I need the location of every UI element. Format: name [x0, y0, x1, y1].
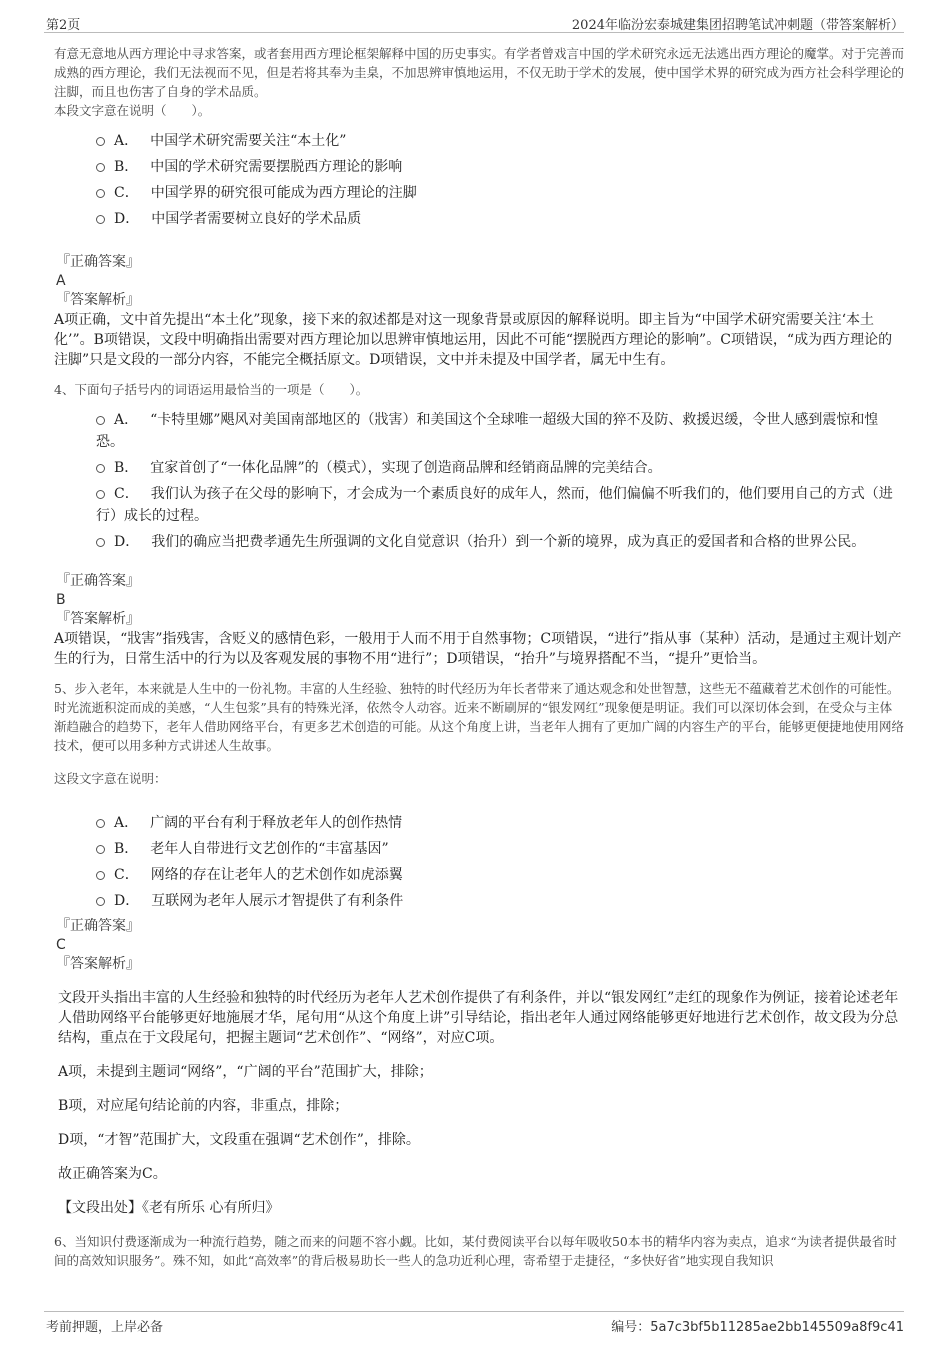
- code-label: 编号：: [611, 1320, 651, 1335]
- q4-analysis: A项错误，“戕害”指残害，含贬义的感情色彩，一般用于人而不用于自然事物；C项错误，“进行”指从事（某种）活动，是通过主观计划产生的行为，日常生活中的行为以及客观发展的事物不用“进行”；D项错误，“抬升”与境界搭配不当，“提升”更恰当。: [54, 631, 902, 667]
- q5-analysis-b: B项，对应尾句结论前的内容，非重点，排除；: [58, 1098, 349, 1114]
- q5-option-d[interactable]: D． 互联网为老年人展示才智提供了有利条件: [54, 890, 904, 912]
- q4-answer-label: 『正确答案』: [56, 573, 140, 589]
- q4-analysis-label: 『答案解析』: [56, 611, 140, 627]
- radio-icon[interactable]: [96, 416, 105, 425]
- q3-passage: 有意无意地从西方理论中寻求答案，或者套用西方理论框架解释中国的历史事实。有学者曾戏言中国的学术研究永远无法逃出西方理论的魔掌。对于完善而成熟的西方理论，我们无法视而不见，但是若将其奉为圭臬，不加思辨审慎地运用，不仅无助于学术的发展，使中国学术界的研究成为西方社会科学理论的注脚，而且也伤害了自身的学术品质。: [54, 46, 905, 99]
- q5-source: 【文段出处】《老有所乐 心有所归》: [58, 1200, 280, 1216]
- q4-answer: B: [56, 592, 66, 608]
- q5-passage: 5、步入老年，本来就是人生中的一份礼物。丰富的人生经验、独特的时代经历为年长者带来了通达观念和处世智慧，这些无不蕴藏着艺术创作的可能性。时光流逝积淀而成的美感，“人生包浆”具有的特殊光泽，依然令人动容。近来不断刷屏的“银发网红”现象便是明证。我们可以深切体会到，在受众与主体渐趋融合的趋势下，老年人借助网络平台，有更多艺术创造的可能。从这个角度上讲，当老年人拥有了更加广阔的内容生产的平台，能够更便捷地使用网络技术，便可以用多种方式讲述人生故事。: [54, 681, 905, 753]
- q4-option-a[interactable]: A． “卡特里娜”飓风对美国南部地区的（戕害）和美国这个全球唯一超级大国的猝不及防、救援迟缓，令世人感到震惊和惶恐。: [96, 412, 879, 450]
- q3-option-b[interactable]: B． 中国的学术研究需要摆脱西方理论的影响: [54, 156, 904, 178]
- page-header: [44, 12, 904, 33]
- q3-answer-label: 『正确答案』: [56, 254, 140, 270]
- q4-option-c[interactable]: C． 我们认为孩子在父母的影响下，才会成为一个素质良好的成年人，然而，他们偏偏不听我们的，他们要用自己的方式（进行）成长的过程。: [96, 486, 893, 524]
- q5-analysis-conclusion: 故正确答案为C。: [58, 1166, 167, 1182]
- q5-analysis-d: D项，“才智”范围扩大，文段重在强调“艺术创作”，排除。: [58, 1132, 420, 1148]
- q5-answer: C: [56, 937, 66, 953]
- radio-icon[interactable]: [96, 845, 105, 854]
- q5-analysis-label: 『答案解析』: [56, 956, 140, 972]
- radio-icon[interactable]: [96, 819, 105, 828]
- q4-option-b[interactable]: B． 宜家首创了“一体化品牌”的（模式），实现了创造商品牌和经销商品牌的完美结合。: [54, 457, 904, 479]
- q3-analysis: A项正确，文中首先提出“本土化”现象，接下来的叙述都是对这一现象背景或原因的解释说明。即主旨为“中国学术研究需要关注‘本土化’”。B项错误，文段中明确指出需要对西方理论加以思辨审慎地运用，因此不可能“摆脱西方理论的影响”。C项错误，“成为西方理论的注脚”只是文段的一部分内容，不能完全概括原文。D项错误，文中并未提及中国学者，属无中生有。: [54, 312, 893, 368]
- radio-icon[interactable]: [96, 215, 105, 224]
- radio-icon[interactable]: [96, 490, 105, 499]
- radio-icon[interactable]: [96, 464, 105, 473]
- q3-option-a[interactable]: A． 中国学术研究需要关注“本土化”: [54, 130, 904, 152]
- q5-answer-label: 『正确答案』: [56, 918, 140, 934]
- document-code: [611, 1316, 904, 1335]
- page-number: 第2页: [46, 18, 81, 33]
- document-body: [54, 44, 904, 1270]
- q3-option-d[interactable]: D． 中国学者需要树立良好的学术品质: [54, 208, 904, 230]
- q4-option-d[interactable]: D． 我们的确应当把费孝通先生所强调的文化自觉意识（抬升）到一个新的境界，成为真正的爱国者和合格的世界公民。: [54, 531, 904, 553]
- q5-analysis-summary: 文段开头指出丰富的人生经验和独特的时代经历为老年人艺术创作提供了有利条件，并以“银发网红”走红的现象作为例证，接着论述老年人借助网络平台能够更好地施展才华，尾句用“从这个角度上讲”引导结论，指出老年人通过网络能够更好地进行艺术创作，故文段为分总结构，重点在于文段尾句，把握主题词“艺术创作”、“网络”，对应C项。: [58, 990, 899, 1046]
- q6-passage: 6、当知识付费逐渐成为一种流行趋势，随之而来的问题不容小觑。比如，某付费阅读平台以每年吸收50本书的精华内容为卖点，追求“为读者提供最省时间的高效知识服务”。殊不知，如此“高效率”的背后极易助长一些人的急功近利心理，寄希望于走捷径，“多快好省”地实现自我知识: [54, 1234, 897, 1268]
- document-title: 2024年临汾宏泰城建集团招聘笔试冲刺题（带答案解析）: [571, 18, 904, 33]
- radio-icon[interactable]: [96, 538, 105, 547]
- q5-analysis-a: A项，未提到主题词“网络”，“广阔的平台”范围扩大，排除；: [58, 1064, 433, 1080]
- q3-analysis-label: 『答案解析』: [56, 292, 140, 308]
- q3-answer: A: [56, 273, 66, 289]
- q4-question: 4、下面句子括号内的词语运用最恰当的一项是（ ）。: [54, 382, 369, 397]
- footer-slogan: 考前押题，上岸必备: [46, 1320, 164, 1335]
- q3-option-c[interactable]: C． 中国学界的研究很可能成为西方理论的注脚: [54, 182, 904, 204]
- q5-option-c[interactable]: C． 网络的存在让老年人的艺术创作如虎添翼: [54, 864, 904, 886]
- radio-icon[interactable]: [96, 137, 105, 146]
- radio-icon[interactable]: [96, 871, 105, 880]
- page-footer: [44, 1311, 904, 1334]
- q5-option-b[interactable]: B． 老年人自带进行文艺创作的“丰富基因”: [54, 838, 904, 860]
- code-value: 5a7c3bf5b11285ae2bb145509a8f9c41: [650, 1320, 904, 1335]
- radio-icon[interactable]: [96, 897, 105, 906]
- q3-question: 本段文字意在说明（ ）。: [54, 103, 211, 118]
- radio-icon[interactable]: [96, 163, 105, 172]
- q5-option-a[interactable]: A． 广阔的平台有利于释放老年人的创作热情: [54, 812, 904, 834]
- radio-icon[interactable]: [96, 189, 105, 198]
- q5-question: 这段文字意在说明：: [54, 771, 167, 786]
